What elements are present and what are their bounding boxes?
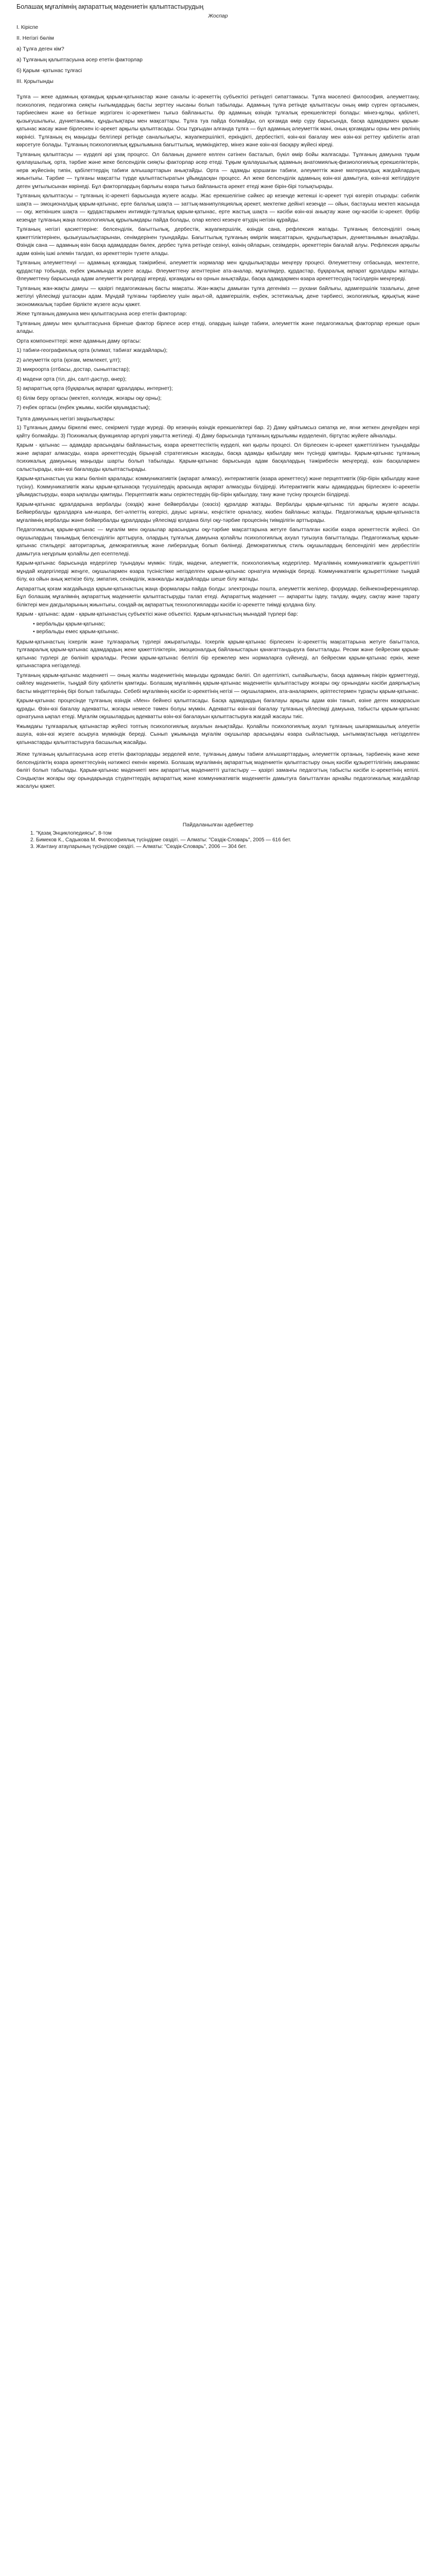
reference-item: 3. Жантану атауларының түсіндірме сөздігі. — Алматы: "Сөздік-Словарь", 2006 — 304 бет.	[36, 843, 420, 850]
section-heading: Тұлға дамуының негізгі заңдылықтары:	[16, 415, 115, 422]
body-paragraph: Қарым-қатынастың үш жағы бөлініп қаралады: коммуникативтік (ақпарат алмасу), интерактивтік (өзара әрекеттесу) және перцептивтік (бір-бірін қабылдау және түсіну). Коммуникативтік жағы қарым-қатынасқа түсушілердің арасында ақпарат алмасуды білдіреді. Интерактивтік жағы адамдардың бірлескен іс-әрекетін ұйымдастыруды, өзара ықпалды қамтиды. Перцептивтік жағы серіктестердің бір-бірін қабылдау, тану және түсіну процесін білдіреді.	[16, 476, 420, 498]
body-paragraph: Қарым - қатынас: адам - қарым-қатынастың субъектісі және объектісі. Қарым-қатынастың мынадай түрлері бар:	[16, 611, 298, 618]
table-of-contents	[16, 24, 420, 86]
document-page	[8, 0, 428, 860]
body-paragraph: Педагогикалық қарым-қатынас — мұғалім мен оқушылар арасындағы оқу-тәрбие мақсаттарына жетуге бағытталған кәсіби өзара әрекеттестік жүйесі. Ол оқушылардың танымдық белсенділігін арттыруға, олардың тұлғалық дамуына қолайлы психологиялық ахуал туғызуға бағытталады. Педагогикалық қарым-қатынас стильдері: авторитарлық, демократиялық және либералдық болып бөлінеді. Демократиялық стиль оқушылардың белсенділігі мен дербестігін дамытуға неғұрлым қолайлы деп есептеледі.	[16, 527, 420, 557]
bullet-item: • вербальды емес қарым-қатынас.	[33, 629, 119, 635]
body-paragraph: 6) білім беру ортасы (мектеп, колледж, жоғары оқу орны);	[16, 395, 162, 401]
document-title: Болашақ мұғалімнің ақпараттық мәдениетін қалыптастырудың	[16, 3, 204, 10]
body-paragraph: 1) табиғи-географиялық орта (климат, табиғат жағдайлары);	[16, 347, 168, 354]
body-paragraph: Қарым-қатынас құралдарына вербалды (сөздік) және бейвербалды (сөзсіз) құралдар жатады. Вербалды қарым-қатынас тіл арқылы жүзеге асады. Бейвербалды құралдарға ым-ишара, бет-әлпеттің өзгерісі, дауыс ырғағы, кеңістікте орналасу, көзбен байланыс жатады. Педагогикалық қарым-қатынаста мұғалімнің вербалды және бейвербалды құралдарды үйлесімді қолдана білуі оқу-тәрбие процесінің тиімділігін арттырады.	[16, 501, 420, 523]
body-paragraph: Тұлғаның қарым-қатынас мәдениеті — оның жалпы мәдениетінің маңызды құрамдас бөлігі. Ол әдептілікті, сыпайылықты, басқа адамның пікірін құрметтеуді, сөйлеу мәдениетін, тыңдай білу қабілетін қамтиды. Болашақ мұғалімнің қарым-қатынас мәдениетін қалыптастыру жоғары оқу орнындағы кәсіби даярлықтың басты міндеттерінің бірі болып табылады. Себебі мұғалімнің кәсіби іс-әрекетінің негізі — оқушылармен, ата-аналармен, әріптестермен тұрақты қарым-қатынас.	[16, 672, 420, 694]
toc-item: III. Қорытынды	[16, 78, 54, 85]
toc-item: II. Негізгі бөлім	[16, 35, 54, 41]
toc-item: б) Қарым -қатынас тұлғасі	[16, 67, 82, 74]
body-paragraph: Қарым-қатынас процесінде тұлғаның өзіндік «Мен» бейнесі қалыптасады. Басқа адамдардың бағалауы арқылы адам өзін танып, өзіне деген көзқарасын құрады. Өзін-өзі бағалау адекватты, жоғары немесе төмен болуы мүмкін. Адекватты өзін-өзі бағалау тұлғаның үйлесімді дамуына, табысты қарым-қатынас орнатуына ықпал етеді. Мұғалім оқушылардың адекватты өзін-өзі бағалауын қалыптастыруға жағдай жасауы тиіс.	[16, 698, 420, 720]
toc-item: a) Тұлға деген кім?	[16, 45, 64, 52]
body-paragraph: Тұлға — жеке адамның қоғамдық қарым-қатынастар және саналы іс-әрекеттің субъектісі ретіндегі сипаттамасы. Тұлға мәселесі философия, әлеуметтану, психология, педагогика сияқты ғылымдардың басты зерттеу нысаны болып табылады. Адамның тұлға ретінде қалыптасуы оның өмір сүрген ортасымен, тәрбиесімен және өз бетінше жүргізген іс-әрекетімен тығыз байланысты. Әр адамның өзіндік тұлғалық ерекшеліктері болады: мінез-құлқы, қабілеті, қызығушылығы, дүниетанымы, құндылықтары мен мақсаттары. Тұлға туа пайда болмайды, ол қоғамда өмір сүру барысында, басқа адамдармен қарым-қатынас жасау және бірлескен іс-әрекет арқылы қалыптасады. Осы тұрғыдан алғанда тұлға — бұл адамның әлеуметтік мәні, оның қоғамдағы орны мен рөлінің көрінісі. Тұлғаның ең маңызды белгілері ретінде саналылықты, жауапкершілікті, еркіндікті, дербестікті, өзін-өзі бағалау мен өзін-өзі реттеу қабілетін атап көрсетуге болады. Тұлғаның психологиялық құрылымына бағыттылық, мүмкіндіктер, мінез және өзін-өзі басқару жүйесі кіреді.	[16, 94, 420, 148]
body-paragraph: Жеке тұлғаның қалыптасуына әсер ететін факторларды зерделей келе, тұлғаның дамуы табиғи алғышарттардың, әлеуметтік ортаның, тәрбиенің және жеке белсенділіктің өзара әрекеттесуінің нәтижесі екенін көреміз. Болашақ мұғалімнің ақпараттық мәдениетін қалыптастыру оның кәсіби құзыреттілігінің ажырамас бөлігі болып табылады. Қарым-қатынас мәдениеті мен ақпараттық мәдениетті ұштастыру — қазіргі заманғы педагогтың табысты кәсіби іс-әрекетінің кепілі. Сондықтан жоғары оқу орындарында студенттердің ақпараттық және коммуникативтік мәдениетін дамытуға бағытталған арнайы педагогикалық жағдайлар жасалуы қажет.	[16, 751, 420, 790]
toc-item: I. Кіріспе	[16, 24, 39, 30]
body-paragraph: Жеке тұлғаның дамуына мен қалыптасуына әсер ететін факторлар:	[16, 311, 187, 317]
body-paragraph: Ақпараттық қоғам жағдайында қарым-қатынастың жаңа формалары пайда болды: электронды пошта, әлеуметтік желілер, форумдар, бейнеконференциялар. Бұл болашақ мұғалімнің ақпараттық мәдениетін қалыптастыруды талап етеді. Ақпараттық мәдениет — ақпаратты іздеу, талдау, өңдеу, сақтау және тарату біліктері мен дағдыларының жиынтығы, сондай-ақ ақпараттық технологияларды кәсіби іс-әрекетте тиімді қолдана білу.	[16, 585, 420, 608]
plan-heading: Жоспар	[208, 12, 228, 19]
body-paragraph: Тұлғаның жан-жақты дамуы — қазіргі педагогиканың басты мақсаты. Жан-жақты дамыған тұлға дегеніміз — рухани байлығы, адамгершілік тазалығы, дене жетілуі үйлесімді ұштасқан адам. Мұндай тұлғаны тәрбиелеу үшін ақыл-ой, адамгершілік, еңбек, эстетикалық, дене тәрбиесі, экологиялық, құқықтық және экономикалық тәрбие бірлікте жүзеге асуы қажет.	[16, 285, 420, 308]
body-paragraph: 5) ақпараттық орта (бұқаралық ақпарат құралдары, интернет);	[16, 385, 173, 392]
body-paragraph: Тұлғаның қалыптасуы — күрделі әрі ұзақ процесс. Ол баланың дүниеге келген сәтінен басталып, бүкіл өмір бойы жалғасады. Тұлғаның дамуына тұқым қуалаушылық, орта, тәрбие және жеке белсенділік сияқты факторлар әсер етеді. Тұқым қуалаушылық адамның анатомиялық-физиологиялық ерекшеліктерін, нерв жүйесінің типін, қабілеттердің табиғи алғышарттарын анықтайды. Орта — адамды қоршаған табиғи, әлеуметтік және материалдық жағдайлардың жиынтығы. Тәрбие — тұлғаны мақсатты түрде қалыптастыратын ұйымдасқан процесс. Ал жеке белсенділік адамның өзін-өзі дамытуға, өзін-өзі жетілдіруге деген ұмтылысынан көрінеді. Бұл факторлардың барлығы өзара тығыз байланыста әрекет етеді және бірін-бірі толықтырады.	[16, 151, 420, 190]
body-paragraph: Қарым-қатынас барысында кедергілер туындауы мүмкін: тілдік, мәдени, әлеуметтік, психологиялық кедергілер. Мұғалімнің коммуникативтік құзыреттілігі мұндай кедергілерді жеңуге, оқушылармен өзара түсіністікке негізделген қарым-қатынас орнатуға мүмкіндік береді. Коммуникативтік құзыреттілікке тыңдай білу, өз ойын анық жеткізе білу, эмпатия, сенімділік, жанжалды жағдайларды шеше білу жатады.	[16, 560, 420, 583]
body-paragraph: 7) еңбек ортасы (еңбек ұжымы, кәсіби қауымдастық);	[16, 404, 150, 411]
reference-item: 2. Бимеков К., Садыкова М. Философиялық түсіндірме сөздігі. — Алматы: "Сөздік-Словарь", 2005 — 616 бет.	[36, 837, 420, 843]
body-paragraph: Тұлғаның әлеуметтенуі — адамның қоғамдық тәжірибені, әлеуметтік нормалар мен құндылықтарды меңгеру процесі. Әлеуметтену отбасында, мектепте, құрдастар тобында, еңбек ұжымында жүзеге асады. Әлеуметтену агенттеріне ата-аналар, мұғалімдер, құрдастар, бұқаралық ақпарат құралдары жатады. Әлеуметтену барысында адам әлеуметтік рөлдерді игереді, қоғамдағы өз орнын анықтайды, басқа адамдармен өзара әрекеттесудің тәсілдерін меңгереді.	[16, 260, 420, 282]
document-body	[16, 93, 420, 791]
body-paragraph: 2) әлеуметтік орта (қоғам, мемлекет, ұлт);	[16, 357, 121, 363]
body-paragraph: Тұлғаның қалыптасуы – тұлғаның іс-әрекеті барысында жүзеге асады. Жас ерекшелігіне сәйкес әр кезеңде жетекші іс-әрекет түрі өзгеріп отырады: сәбилік шақта — эмоционалдық қарым-қатынас, ерте балалық шақта — заттық-манипуляциялық әрекет, мектепке дейінгі кезеңде — ойын, бастауыш мектеп жасында — оқу, жеткіншек шақта — құрдастарымен интимдік-тұлғалық қарым-қатынас, ерте жастық шақта — кәсіби өзін-өзі анықтау және оқу-кәсіби іс-әрекет. Әрбір кезеңде тұлғаның жаңа психологиялық құрылымдары пайда болады, олар келесі кезеңге өтудің негізін құрайды.	[16, 193, 420, 223]
body-paragraph: Орта компоненттері: жеке адамның даму ортасы:	[16, 337, 141, 344]
references-list	[16, 830, 420, 850]
body-paragraph: 4) мәдени орта (тіл, дін, салт-дәстүр, өнер);	[16, 376, 127, 382]
references-heading: Пайдаланылған әдебиеттер	[182, 821, 254, 828]
body-paragraph: 3) микроорта (отбасы, достар, сыныптастар);	[16, 366, 130, 373]
body-paragraph: Тұлғаның негізгі қасиеттеріне: белсенділік, бағыттылық, дербестік, жауапкершілік, өзіндік сана, рефлексия жатады. Тұлғаның белсенділігі оның қажеттіліктерінен, қызығушылықтарынан, сенімдерінен туындайды. Бағыттылық тұлғаның өмірлік мақсаттарын, құндылықтарын, дүниетанымын анықтайды. Өзіндік сана — адамның өзін басқа адамдардан бөлек, дербес тұлға ретінде сезінуі, өзінің ойларын, сезімдерін, әрекеттерін бағалай алуы. Рефлексия арқылы адам өзінің ішкі әлемін талдап, өз әрекеттерін түзете алады.	[16, 226, 420, 257]
toc-item: a) Тұлғаның қалыптасуына әсер ететін факторлар	[16, 57, 143, 63]
body-paragraph: Тұлғаның дамуы мен қалыптасуына бірнеше фактор бірлесе әсер етеді, олардың ішінде табиғи, әлеуметтік және педагогикалық факторлар ерекше орын алады.	[16, 320, 420, 335]
body-paragraph: Ұжымдағы тұлғааралық қатынастар жүйесі топтың психологиялық ахуалын анықтайды. Қолайлы психологиялық ахуал тұлғаның шығармашылық әлеуетін ашуға, өзін-өзі жүзеге асыруға мүмкіндік береді. Сынып ұжымында мұғалім оқушылар арасындағы өзара сыйластыққа, ынтымақтастыққа негізделген қатынастарды қалыптастыруға басшылық жасайды.	[16, 723, 420, 745]
body-paragraph: 1) Тұлғаның дамуы біркелкі емес, секірмелі түрде жүреді. Әр кезеңнің өзіндік ерекшеліктері бар. 2) Даму қайтымсыз сипатқа ие, яғни жеткен деңгейден кері қайту болмайды. 3) Психикалық функциялар әртүрлі уақытта жетіледі. 4) Даму барысында тұлғаның құрылымы күрделеніп, біртұтас жүйеге айналады.	[16, 425, 420, 439]
body-paragraph: Қарым-қатынастың іскерлік және тұлғааралық түрлері ажыратылады. Іскерлік қарым-қатынас бірлескен іс-әрекеттің мақсаттарына жетуге бағытталса, тұлғааралық қарым-қатынас адамдардың жеке қажеттіліктерін, эмоционалдық байланыстарын қанағаттандыруға бағытталады. Ресми және бейресми қарым-қатынас түрлері де бөлініп қаралады. Ресми қарым-қатынас белгілі бір ережелер мен нормаларға сүйенеді, ал бейресми қарым-қатынас еркін, жеке қатынастарға негізделеді.	[16, 638, 420, 669]
bullet-list	[16, 620, 420, 636]
body-paragraph: Қарым - қатынас — адамдар арасындағы байланыстың, өзара әрекеттестіктің күрделі, көп қырлы процесі. Ол бірлескен іс-әрекет қажеттілігінен туындайды және ақпарат алмасуды, өзара әрекеттесудің бірыңғай стратегиясын жасауды, басқа адамды қабылдау мен түсінуді қамтиды. Қарым-қатынас тұлғаның психикалық дамуының маңызды шарты болып табылады. Қарым-қатынас барысында адам басқалардың тәжірибесін меңгереді, өзін басқалармен салыстырады, өзін-өзі бағалауды қалыптастырады.	[16, 442, 420, 472]
reference-item: 1. "Қазақ Энциклопедиясы", 8-том	[36, 830, 420, 837]
bullet-item: • вербальды қарым-қатынас;	[33, 620, 106, 627]
